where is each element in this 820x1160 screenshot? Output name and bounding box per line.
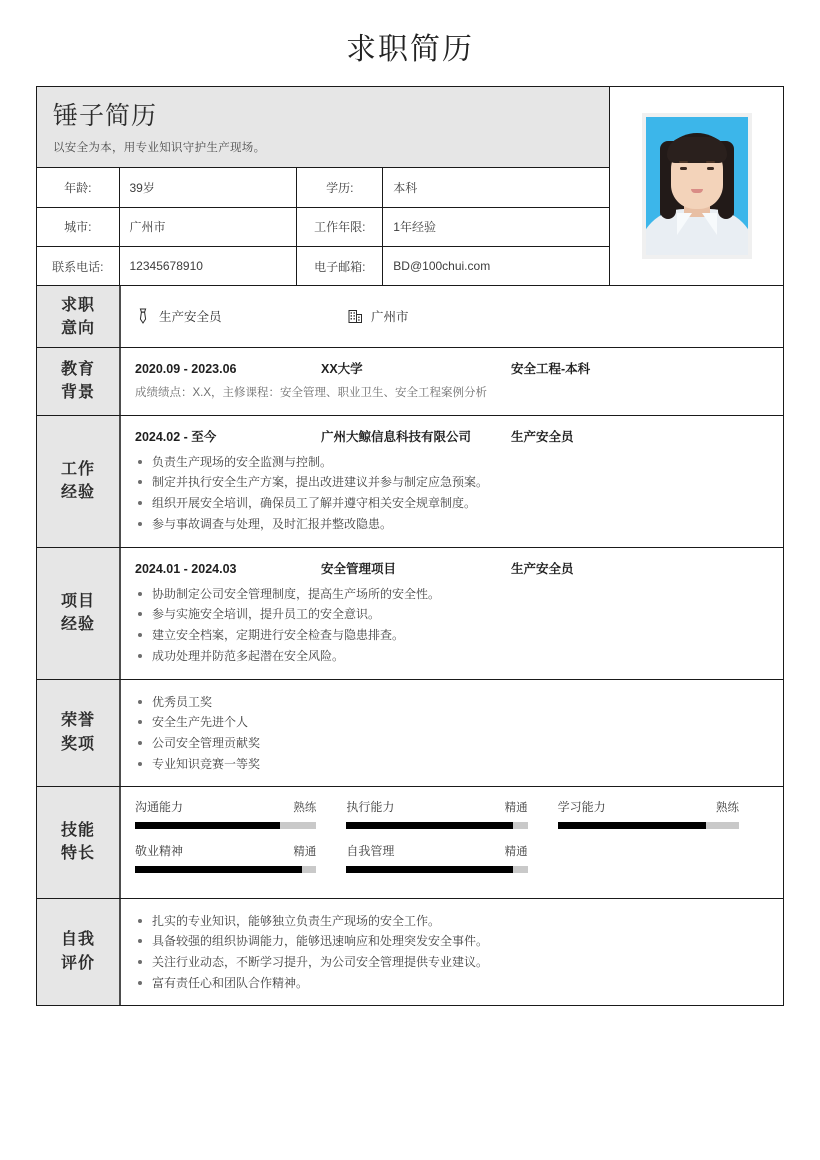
honors-bullet-list xyxy=(135,692,769,775)
section-label-text xyxy=(61,358,95,404)
section-work-experience xyxy=(37,416,783,548)
skill-level: 精通 xyxy=(293,845,317,858)
section-label-work-experience xyxy=(37,416,121,547)
candidate-name: 锤子简历 xyxy=(53,102,158,130)
intention-city xyxy=(347,307,409,325)
project-entry-head xyxy=(135,559,769,577)
info-label-city: 城市: xyxy=(37,207,119,246)
skill-level: 精通 xyxy=(504,845,528,858)
work-entry-head xyxy=(135,427,769,445)
list-item: 成功处理并防范多起潜在安全风险。 xyxy=(135,646,769,667)
section-body-skills xyxy=(121,787,783,898)
necktie-icon xyxy=(135,308,151,324)
list-item: 参与事故调查与处理，及时汇报并整改隐患。 xyxy=(135,514,769,535)
label-line-2: 意向 xyxy=(60,319,95,337)
photo-eyebrow-right xyxy=(706,161,715,163)
skill-progress-fill xyxy=(346,866,513,873)
skill-progress-track xyxy=(135,822,316,829)
section-education xyxy=(37,348,783,415)
section-label-job-intention xyxy=(37,286,121,347)
skill-item xyxy=(558,798,769,829)
evaluation-bullet-list xyxy=(135,911,769,994)
skill-grid xyxy=(135,798,769,886)
photo-eye-right xyxy=(707,167,714,170)
section-skills xyxy=(37,787,783,899)
list-item: 富有责任心和团队合作精神。 xyxy=(135,973,769,994)
skill-progress-fill xyxy=(346,822,513,829)
personal-info-table xyxy=(37,168,609,285)
list-item: 具备较强的组织协调能力，能够迅速响应和处理突发安全事件。 xyxy=(135,931,769,952)
resume-card xyxy=(36,86,784,1006)
label-line-1: 荣誉 xyxy=(60,712,95,730)
skill-item xyxy=(346,842,557,873)
building-icon xyxy=(347,308,363,324)
header-right xyxy=(610,87,783,285)
skill-level: 熟练 xyxy=(715,801,739,814)
section-body-self-evaluation xyxy=(121,899,783,1005)
list-item: 专业知识竞赛一等奖 xyxy=(135,754,769,775)
section-label-text xyxy=(61,709,95,755)
intention-row xyxy=(135,297,769,335)
skill-header xyxy=(135,842,316,859)
skill-name: 学习能力 xyxy=(557,799,606,814)
project-name: 安全管理项目 xyxy=(321,561,397,576)
list-item: 协助制定公司安全管理制度，提高生产场所的安全性。 xyxy=(135,584,769,605)
work-role: 生产安全员 xyxy=(511,429,574,444)
list-item: 优秀员工奖 xyxy=(135,692,769,713)
section-label-text xyxy=(61,294,95,340)
intention-position xyxy=(135,307,347,325)
table-row xyxy=(37,168,609,207)
skill-header xyxy=(346,842,527,859)
section-body-education xyxy=(121,348,783,414)
name-band xyxy=(37,87,609,168)
info-label-email: 电子邮箱: xyxy=(314,259,366,274)
education-entry-head xyxy=(135,359,769,377)
section-label-project-experience xyxy=(37,548,121,679)
candidate-slogan: 以安全为本，用专业知识守护生产现场。 xyxy=(53,142,266,155)
skill-header xyxy=(558,798,739,815)
info-label-experience: 工作年限: xyxy=(297,207,383,246)
label-line-1: 自我 xyxy=(60,931,95,949)
skill-level: 精通 xyxy=(504,801,528,814)
list-item: 负责生产现场的安全监测与控制。 xyxy=(135,452,769,473)
list-item: 建立安全档案，定期进行安全检查与隐患排查。 xyxy=(135,625,769,646)
skill-header xyxy=(346,798,527,815)
section-label-skills xyxy=(37,787,121,898)
list-item: 安全生产先进个人 xyxy=(135,712,769,733)
label-line-2: 奖项 xyxy=(60,735,95,753)
label-line-2: 经验 xyxy=(60,484,95,502)
label-line-2: 经验 xyxy=(60,616,95,634)
skill-progress-track xyxy=(346,866,527,873)
skill-name: 执行能力 xyxy=(346,799,395,814)
education-major: 安全工程-本科 xyxy=(511,362,591,377)
section-label-education xyxy=(37,348,121,414)
skill-progress-track xyxy=(346,822,527,829)
section-body-project-experience xyxy=(121,548,783,679)
info-value-phone: 12345678910 xyxy=(119,246,297,285)
label-line-1: 工作 xyxy=(60,460,95,478)
list-item: 组织开展安全培训，确保员工了解并遵守相关安全规章制度。 xyxy=(135,493,769,514)
intention-city-text: 广州市 xyxy=(371,310,409,325)
label-line-1: 项目 xyxy=(60,592,95,610)
skill-name: 敬业精神 xyxy=(135,843,184,858)
resume-header xyxy=(37,87,783,286)
section-job-intention xyxy=(37,286,783,348)
skill-progress-track xyxy=(135,866,316,873)
list-item: 参与实施安全培训，提升员工的安全意识。 xyxy=(135,604,769,625)
list-item: 制定并执行安全生产方案，提出改进建议并参与制定应急预案。 xyxy=(135,472,769,493)
section-body-work-experience xyxy=(121,416,783,547)
skill-progress-fill xyxy=(558,822,707,829)
photo-eye-left xyxy=(680,167,687,170)
list-item: 扎实的专业知识，能够独立负责生产现场的安全工作。 xyxy=(135,911,769,932)
page-title: 求职简历 xyxy=(346,33,474,66)
info-value-city: 广州市 xyxy=(119,207,297,246)
info-label-age: 年龄: xyxy=(37,168,119,207)
project-role: 生产安全员 xyxy=(511,561,574,576)
section-label-text xyxy=(61,928,95,974)
project-date: 2024.01 - 2024.03 xyxy=(135,561,237,576)
education-school: XX大学 xyxy=(321,362,363,377)
label-line-2: 背景 xyxy=(60,384,95,402)
list-item: 关注行业动态，不断学习提升，为公司安全管理提供专业建议。 xyxy=(135,952,769,973)
list-item: 公司安全管理贡献奖 xyxy=(135,733,769,754)
skill-item xyxy=(346,798,557,829)
skill-level: 熟练 xyxy=(293,801,317,814)
skill-progress-track xyxy=(558,822,739,829)
section-label-text xyxy=(61,590,95,636)
skill-header xyxy=(135,798,316,815)
education-date: 2020.09 - 2023.06 xyxy=(135,362,237,377)
label-line-1: 技能 xyxy=(60,821,95,839)
avatar xyxy=(642,113,752,259)
skill-name: 自我管理 xyxy=(346,843,395,858)
skill-item xyxy=(135,798,346,829)
label-line-1: 教育 xyxy=(60,361,95,379)
work-company: 广州大鲸信息科技有限公司 xyxy=(321,429,472,444)
info-label-phone: 联系电话: xyxy=(52,259,104,274)
info-value-email: BD@100chui.com xyxy=(383,246,609,285)
label-line-2: 特长 xyxy=(60,845,95,863)
skill-item xyxy=(135,842,346,873)
info-label-education: 学历: xyxy=(297,168,383,207)
section-label-text xyxy=(61,819,95,865)
section-project-experience xyxy=(37,548,783,680)
education-detail: 成绩绩点：X.X，主修课程：安全管理、职业卫生、安全工程案例分析 xyxy=(135,387,488,400)
section-label-self-evaluation xyxy=(37,899,121,1005)
work-bullet-list xyxy=(135,452,769,535)
info-value-education: 本科 xyxy=(383,168,609,207)
photo-collar-left xyxy=(677,213,692,235)
project-bullet-list xyxy=(135,584,769,667)
section-label-text xyxy=(61,458,95,504)
photo-fringe xyxy=(667,137,727,163)
table-row xyxy=(37,207,609,246)
section-self-evaluation xyxy=(37,899,783,1005)
skill-progress-fill xyxy=(135,822,280,829)
photo-eyebrow-left xyxy=(679,161,688,163)
section-label-honors xyxy=(37,680,121,786)
section-body-job-intention xyxy=(121,286,783,347)
work-date: 2024.02 - 至今 xyxy=(135,429,217,444)
skill-name: 沟通能力 xyxy=(135,799,184,814)
photo-collar-right xyxy=(702,213,717,235)
info-value-age: 39岁 xyxy=(119,168,297,207)
label-line-1: 求职 xyxy=(60,296,95,314)
intention-position-text: 生产安全员 xyxy=(159,310,222,325)
header-left xyxy=(37,87,610,285)
label-line-2: 评价 xyxy=(60,954,95,972)
photo-mouth xyxy=(691,189,703,193)
section-body-honors xyxy=(121,680,783,786)
table-row xyxy=(37,246,609,285)
info-value-experience: 1年经验 xyxy=(383,207,609,246)
skill-progress-fill xyxy=(135,866,302,873)
section-honors xyxy=(37,680,783,787)
